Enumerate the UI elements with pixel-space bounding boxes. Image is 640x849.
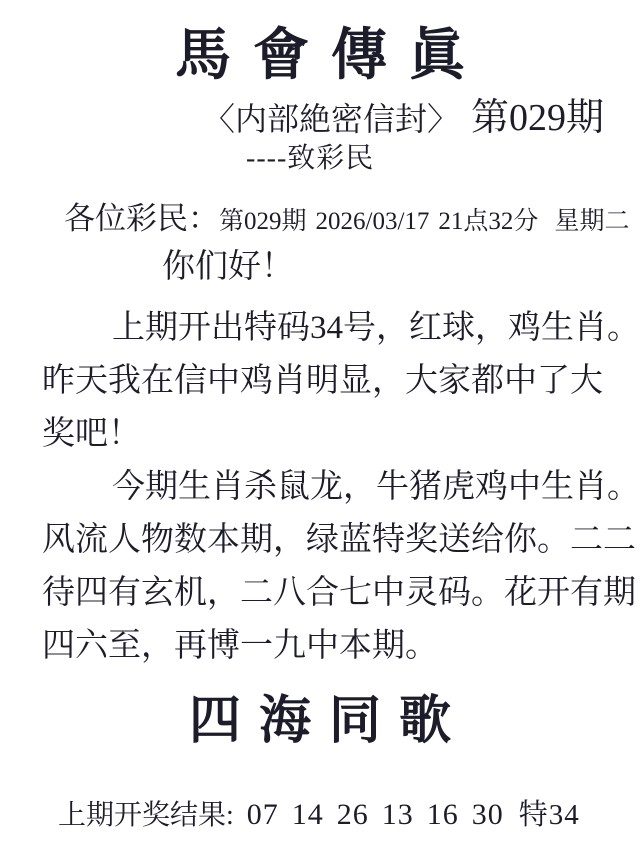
result-number: 14 [291,798,324,831]
body-line: 风流人物数本期，绿蓝特奖送给你。二二 [42,522,636,558]
body-line: 四六至，再博一九中本期。 [42,628,438,664]
previous-result-line [58,793,640,838]
greeting-line: 你们好！ [162,249,294,285]
draw-time: 21点32分 [438,208,539,235]
salutation-issue: 第029期 [219,208,307,235]
salutation-prefix: 各位彩民： [64,201,219,236]
result-number: 16 [426,798,459,831]
masthead-title: 馬會傳眞 [175,25,487,87]
result-label: 上期开奖结果: [58,800,234,831]
body-line: 奖吧！ [42,416,141,452]
draw-date: 2026/03/17 [315,208,430,235]
issue-number: 第029期 [471,97,605,139]
subtitle-line [203,94,640,143]
dedication-line: ----致彩民 [246,143,375,174]
result-number: 30 [471,798,504,831]
result-number: 26 [336,798,369,831]
body-line: 今期生肖杀鼠龙，牛猪虎鸡中生肖。 [112,469,640,505]
special-number: 特34 [518,799,580,831]
result-number: 13 [381,798,414,831]
result-number: 07 [246,798,279,831]
body-line: 待四有玄机，二八合七中灵码。花开有期 [42,575,636,611]
body-line: 上期开出特码34号，红球，鸡生肖。 [112,310,640,346]
letter-body [42,302,640,673]
salutation-line [64,197,640,244]
slogan-title: 四海同歌 [188,693,469,750]
body-line: 昨天我在信中鸡肖明显，大家都中了大 [42,363,603,399]
envelope-label: 〈内部絶密信封〉 [203,101,460,137]
draw-weekday: 星期二 [554,208,630,235]
